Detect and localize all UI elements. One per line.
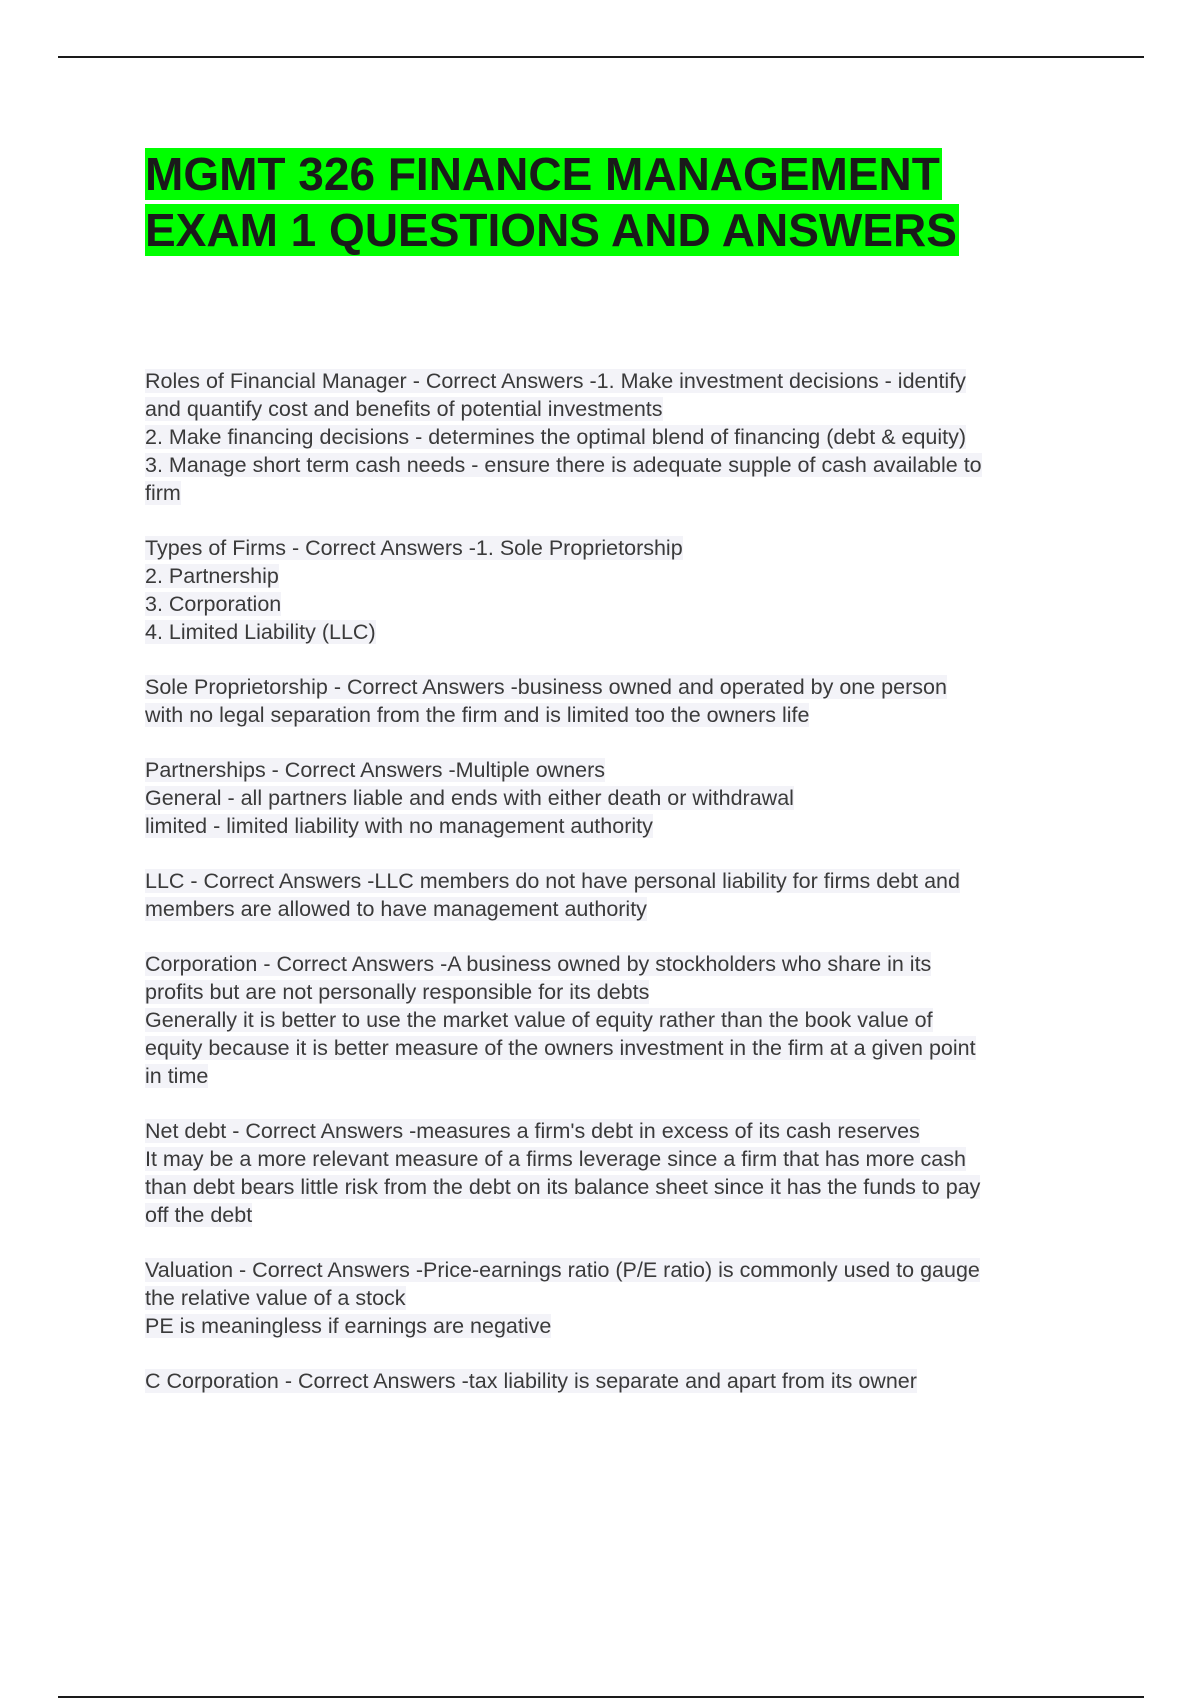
- qa-entry: [145, 534, 1090, 646]
- qa-entry: [145, 950, 1090, 1090]
- title-line: EXAM 1 QUESTIONS AND ANSWERS: [145, 204, 957, 256]
- entry-text-line: General - all partners liable and ends with either death or withdrawal: [145, 786, 794, 810]
- entry-text-line: 2. Partnership: [145, 564, 279, 588]
- entry-text-line: off the debt: [145, 1203, 253, 1227]
- entry-text-line: limited - limited liability with no management authority: [145, 814, 653, 838]
- entry-text-line: Valuation - Correct Answers -Price-earnings ratio (P/E ratio) is commonly used to gauge: [145, 1258, 980, 1282]
- qa-entry: [145, 756, 1090, 840]
- qa-entry: [145, 867, 1090, 923]
- entry-text-line: and quantify cost and benefits of potential investments: [145, 397, 663, 421]
- entry-text-line: 2. Make financing decisions - determines the optimal blend of financing (debt & equity): [145, 425, 967, 449]
- entry-text-line: equity because it is better measure of the owners investment in the firm at a given point: [145, 1036, 976, 1060]
- entry-text-line: 3. Corporation: [145, 592, 282, 616]
- entry-text-line: with no legal separation from the firm and is limited too the owners life: [145, 703, 810, 727]
- bottom-rule: [58, 1696, 1144, 1698]
- entry-text-line: 4. Limited Liability (LLC): [145, 620, 376, 644]
- entry-text-line: firm: [145, 481, 181, 505]
- entry-text-line: Partnerships - Correct Answers -Multiple owners: [145, 758, 606, 782]
- entry-text-line: Corporation - Correct Answers -A business owned by stockholders who share in its: [145, 952, 932, 976]
- entry-text-line: Sole Proprietorship - Correct Answers -business owned and operated by one person: [145, 675, 947, 699]
- entry-text-line: profits but are not personally responsible for its debts: [145, 980, 650, 1004]
- document-title: [145, 146, 1045, 258]
- entry-text-line: 3. Manage short term cash needs - ensure there is adequate supple of cash available to: [145, 453, 982, 477]
- entry-text-line: Net debt - Correct Answers -measures a firm's debt in excess of its cash reserves: [145, 1119, 920, 1143]
- entry-text-line: PE is meaningless if earnings are negative: [145, 1314, 552, 1338]
- qa-entry: [145, 1117, 1090, 1229]
- qa-list: [145, 367, 1090, 1422]
- entry-text-line: C Corporation - Correct Answers -tax liability is separate and apart from its owner: [145, 1369, 917, 1393]
- qa-entry: [145, 673, 1090, 729]
- entry-text-line: Roles of Financial Manager - Correct Answers -1. Make investment decisions - identify: [145, 369, 966, 393]
- entry-text-line: It may be a more relevant measure of a firms leverage since a firm that has more cash: [145, 1147, 966, 1171]
- entry-text-line: LLC - Correct Answers -LLC members do not have personal liability for firms debt and: [145, 869, 960, 893]
- qa-entry: [145, 1256, 1090, 1340]
- title-line: MGMT 326 FINANCE MANAGEMENT: [145, 148, 940, 200]
- entry-text-line: the relative value of a stock: [145, 1286, 406, 1310]
- entry-text-line: Generally it is better to use the market value of equity rather than the book value of: [145, 1008, 933, 1032]
- qa-entry: [145, 1367, 1090, 1395]
- entry-text-line: in time: [145, 1064, 209, 1088]
- top-rule: [58, 56, 1144, 58]
- entry-text-line: members are allowed to have management authority: [145, 897, 647, 921]
- entry-text-line: than debt bears little risk from the debt on its balance sheet since it has the funds to pay: [145, 1175, 981, 1199]
- qa-entry: [145, 367, 1090, 507]
- entry-text-line: Types of Firms - Correct Answers -1. Sole Proprietorship: [145, 536, 683, 560]
